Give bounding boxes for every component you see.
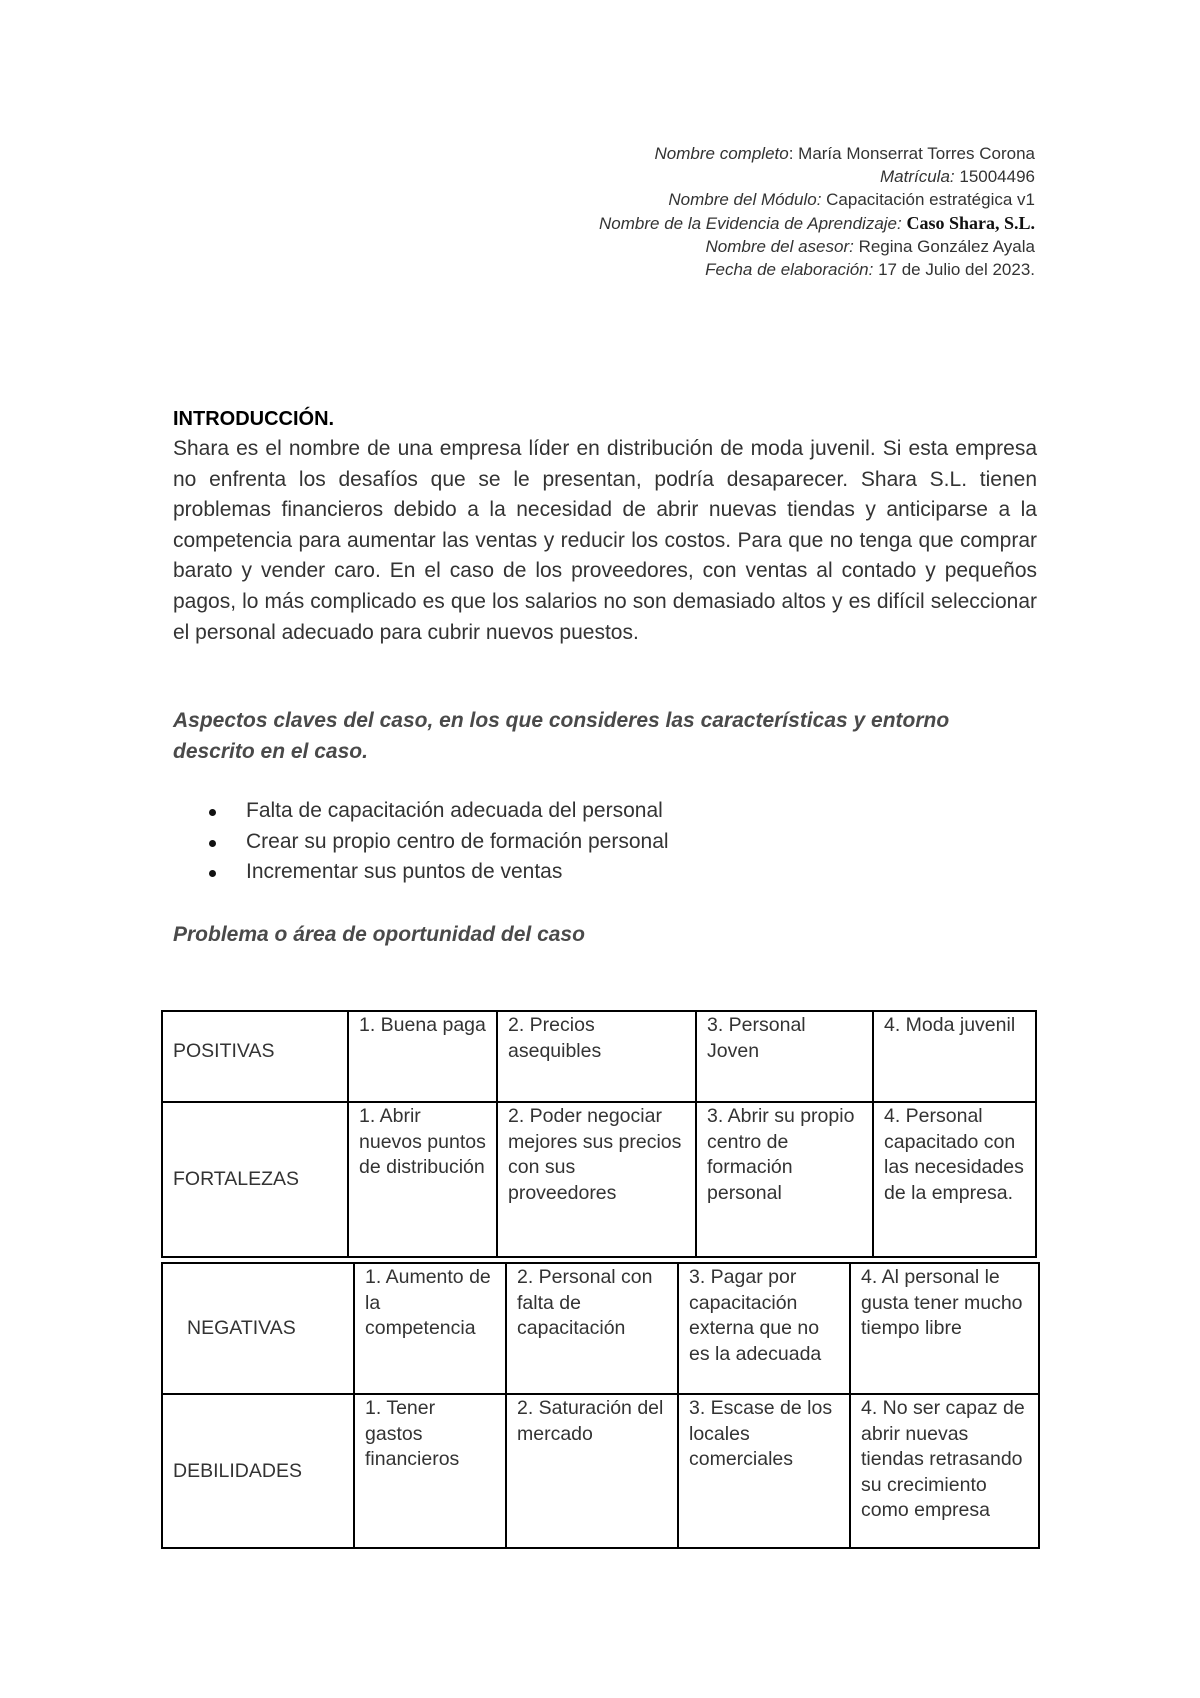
advisor-value: Regina González Ayala [858,236,1035,256]
full-name-value: María Monserrat Torres Corona [798,144,1035,163]
table-cell: 3. Abrir su propio centro de formación personal [696,1102,873,1257]
intro-paragraph: Shara es el nombre de una empresa líder en distribución de moda juvenil. Si esta empresa no enfrenta los desafíos que se le presentan, podría desaparecer. Shara S.L. tienen problemas financieros debido a la necesidad de abrir nuevas tiendas y anticiparse a la competencia para aumentar las ventas y reducir los costos. Para que no tenga que comprar barato y vender caro. En el caso de los proveedores, con ventas al contado y pequeños pagos, lo más complicado es que los salarios no son demasiado altos y es difícil seleccionar el personal adecuado para cubrir nuevos puestos. [173,437,1037,644]
bullet-icon [209,809,216,816]
matricula-line [335,165,1035,188]
list-item-text: Incrementar sus puntos de ventas [246,860,563,883]
document-header [335,142,1035,281]
table-cell: 1. Aumento de la competencia [354,1263,506,1394]
module-value: Capacitación estratégica v1 [826,190,1035,210]
list-item [173,796,669,827]
table-cell: 1. Buena paga [348,1011,497,1102]
list-item [173,827,669,858]
row-label-debilidades: DEBILIDADES [162,1394,354,1548]
negative-weaknesses-table [161,1262,1040,1549]
row-label-positivas: POSITIVAS [162,1011,348,1102]
aspects-heading: Aspectos claves del caso, en los que consideres las características y entorno descrito en el caso. [173,709,950,763]
bullet-icon [209,840,216,847]
table-row [162,1102,1036,1257]
table-cell: 3. Escase de los locales comerciales [678,1394,850,1548]
table-cell: 4. Personal capacitado con las necesidades de la empresa. [873,1102,1036,1257]
full-name-label: Nombre completo [654,144,789,163]
advisor-line [335,235,1035,258]
intro-title: INTRODUCCIÓN. [173,408,335,430]
row-label-fortalezas: FORTALEZAS [162,1102,348,1257]
matricula-value: 15004496 [959,167,1035,187]
table-cell: 2. Personal con falta de capacitación [506,1263,678,1394]
table-row [162,1394,1039,1548]
positive-strengths-table [161,1010,1037,1258]
evidence-label: Nombre de la Evidencia de Aprendizaje: [599,213,902,233]
table-cell: 2. Saturación del mercado [506,1394,678,1548]
evidence-value: Caso Shara, S.L. [906,212,1035,233]
table-cell: 3. Pagar por capacitación externa que no es la adecuada [678,1263,850,1394]
table-cell: 3. Personal Joven [696,1011,873,1102]
list-item [173,857,669,888]
aspects-list [173,796,669,888]
list-item-text: Falta de capacitación adecuada del personal [246,799,663,822]
date-value: 17 de Julio del 2023. [878,260,1035,280]
module-label: Nombre del Módulo: [668,190,822,210]
table-cell: 4. Moda juvenil [873,1011,1036,1102]
date-line [335,258,1035,281]
table-cell: 1. Abrir nuevos puntos de distribución [348,1102,497,1257]
table-row [162,1011,1036,1102]
bullet-icon [209,870,216,877]
row-label-negativas: NEGATIVAS [162,1263,354,1394]
date-label: Fecha de elaboración: [705,260,874,280]
table-cell: 4. Al personal le gusta tener mucho tiempo libre [850,1263,1039,1394]
table-row [162,1263,1039,1394]
advisor-label: Nombre del asesor: [705,236,854,256]
list-item-text: Crear su propio centro de formación personal [246,829,669,853]
full-name-line: Nombre completo: María Monserrat Torres Corona [654,144,1035,163]
module-line [335,188,1035,211]
table-cell: 2. Poder negociar mejores sus precios con sus proveedores [497,1102,696,1257]
table-cell: 2. Precios asequibles [497,1011,696,1102]
matricula-label: Matrícula: [879,167,955,187]
evidence-line [335,212,1035,235]
table-cell: 4. No ser capaz de abrir nuevas tiendas retrasando su crecimiento como empresa [850,1394,1039,1548]
problem-heading: Problema o área de oportunidad del caso [173,923,585,946]
table-cell: 1. Tener gastos financieros [354,1394,506,1548]
